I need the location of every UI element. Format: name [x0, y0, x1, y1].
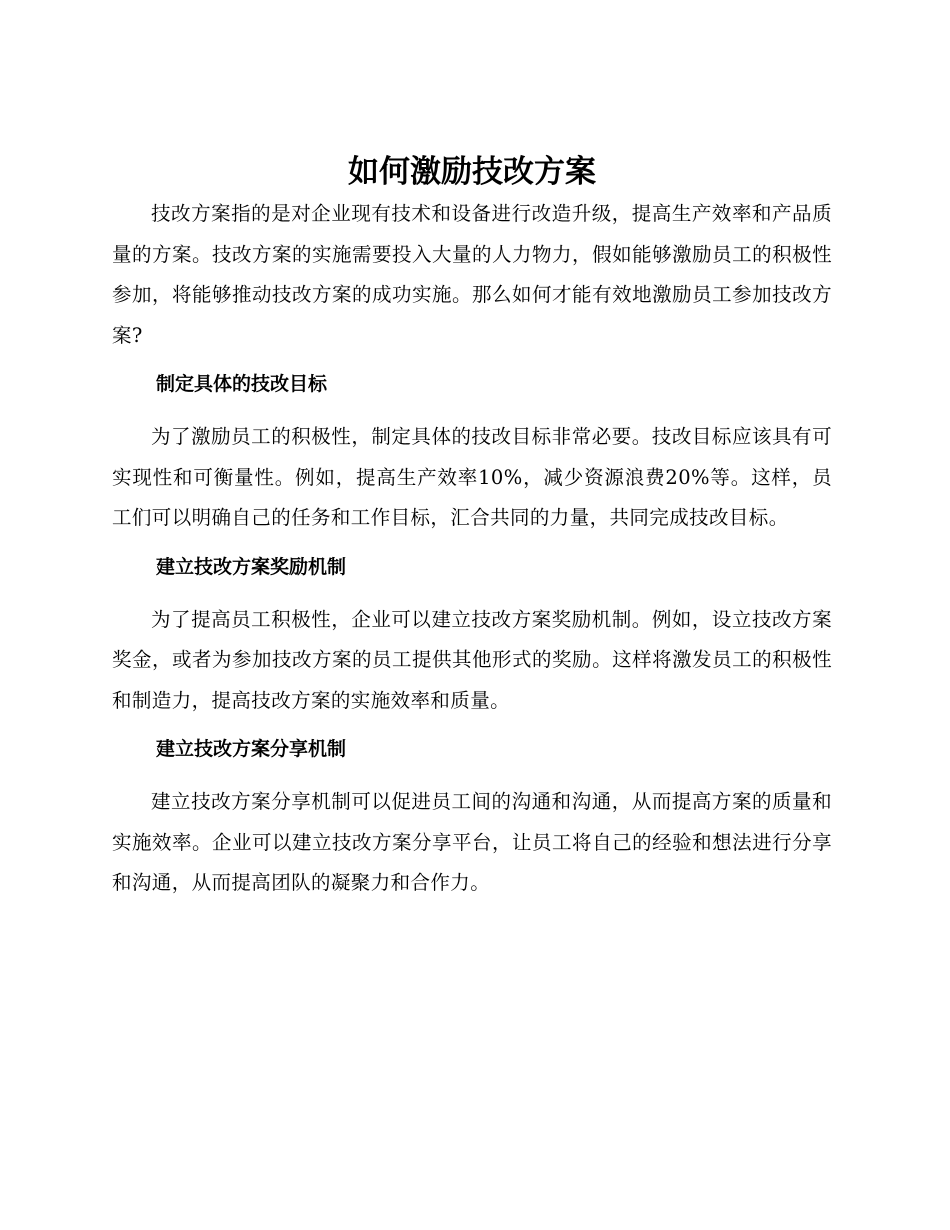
- section-body-rewards: 为了提高员工积极性，企业可以建立技改方案奖励机制。例如，设立技改方案奖金，或者为参加技改方案的员工提供其他形式的奖励。这样将激发员工的积极性和制造力，提高技改方案的实施效率和质量。: [112, 607, 832, 712]
- document-title: 如何激励技改方案: [348, 154, 596, 190]
- section-heading-goals: 制定具体的技改目标: [156, 373, 328, 395]
- section-heading-sharing: 建立技改方案分享机制: [156, 738, 347, 760]
- section-heading-rewards: 建立技改方案奖励机制: [156, 555, 347, 578]
- section-body-sharing: 建立技改方案分享机制可以促进员工间的沟通和沟通，从而提高方案的质量和实施效率。企业可以建立技改方案分享平台，让员工将自己的经验和想法进行分享和沟通，从而提高团队的凝聚力和合作力。: [112, 790, 832, 894]
- section-body-goals: 为了激励员工的积极性，制定具体的技改目标非常必要。技改目标应该具有可实现性和可衡量性。例如，提高生产效率10%，减少资源浪费20%等。这样，员工们可以明确自己的任务和工作目标，汇合共同的力量，共同完成技改目标。: [112, 425, 832, 529]
- document-page: [112, 150, 832, 904]
- intro-paragraph: 技改方案指的是对企业现有技术和设备进行改造升级，提高生产效率和产品质量的方案。技改方案的实施需要投入大量的人力物力，假如能够激励员工的积极性参加，将能够推动技改方案的成功实施。那么如何才能有效地激励员工参加技改方案?: [112, 202, 832, 347]
